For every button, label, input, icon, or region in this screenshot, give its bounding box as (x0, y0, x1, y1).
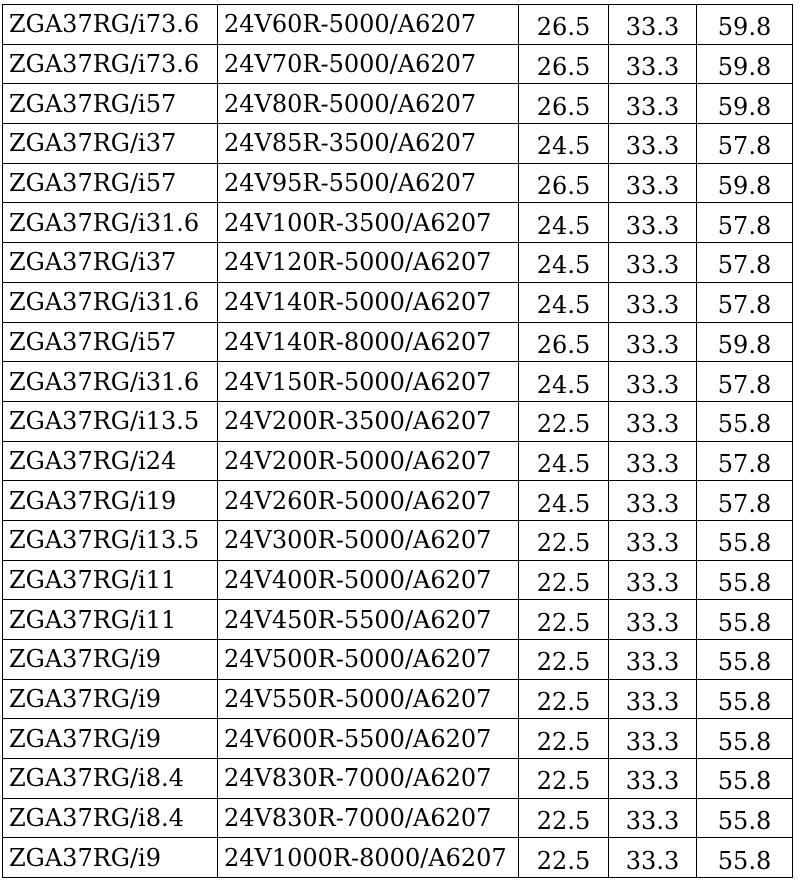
model-cell: ZGA37RG/i9 (3, 640, 218, 680)
motor-spec-cell: 24V85R-3500/A6207 (218, 124, 519, 164)
value-1-cell: 26.5 (519, 5, 609, 45)
value-2-cell: 33.3 (609, 84, 697, 124)
value-3-cell: 57.8 (697, 441, 793, 481)
value-3-cell: 55.8 (697, 560, 793, 600)
value-2-cell: 33.3 (609, 441, 697, 481)
model-cell: ZGA37RG/i37 (3, 124, 218, 164)
table-row (3, 679, 793, 719)
value-3-cell: 55.8 (697, 679, 793, 719)
model-cell: ZGA37RG/i37 (3, 243, 218, 283)
value-1-cell: 22.5 (519, 600, 609, 640)
motor-spec-cell: 24V550R-5000/A6207 (218, 679, 519, 719)
table-row (3, 203, 793, 243)
value-2-cell: 33.3 (609, 481, 697, 521)
table-row (3, 163, 793, 203)
value-3-cell: 55.8 (697, 798, 793, 838)
value-3-cell: 55.8 (697, 719, 793, 759)
value-1-cell: 22.5 (519, 560, 609, 600)
model-cell: ZGA37RG/i13.5 (3, 401, 218, 441)
value-2-cell: 33.3 (609, 719, 697, 759)
model-cell: ZGA37RG/i11 (3, 600, 218, 640)
model-cell: ZGA37RG/i11 (3, 560, 218, 600)
value-1-cell: 22.5 (519, 798, 609, 838)
table-row (3, 322, 793, 362)
motor-spec-cell: 24V95R-5500/A6207 (218, 163, 519, 203)
table-row (3, 441, 793, 481)
motor-spec-cell: 24V100R-3500/A6207 (218, 203, 519, 243)
value-1-cell: 24.5 (519, 362, 609, 402)
value-1-cell: 22.5 (519, 719, 609, 759)
value-3-cell: 57.8 (697, 124, 793, 164)
model-cell: ZGA37RG/i31.6 (3, 362, 218, 402)
value-2-cell: 33.3 (609, 203, 697, 243)
value-2-cell: 33.3 (609, 5, 697, 45)
table-row (3, 600, 793, 640)
motor-spec-cell: 24V140R-8000/A6207 (218, 322, 519, 362)
value-2-cell: 33.3 (609, 560, 697, 600)
value-2-cell: 33.3 (609, 44, 697, 84)
motor-spec-cell: 24V200R-5000/A6207 (218, 441, 519, 481)
value-1-cell: 26.5 (519, 163, 609, 203)
value-3-cell: 57.8 (697, 243, 793, 283)
model-cell: ZGA37RG/i31.6 (3, 203, 218, 243)
value-1-cell: 24.5 (519, 282, 609, 322)
table-row (3, 243, 793, 283)
motor-spec-cell: 24V500R-5000/A6207 (218, 640, 519, 680)
value-3-cell: 57.8 (697, 362, 793, 402)
value-1-cell: 24.5 (519, 441, 609, 481)
value-3-cell: 59.8 (697, 163, 793, 203)
value-1-cell: 22.5 (519, 520, 609, 560)
motor-spec-cell: 24V400R-5000/A6207 (218, 560, 519, 600)
motor-spec-cell: 24V260R-5000/A6207 (218, 481, 519, 521)
model-cell: ZGA37RG/i8.4 (3, 798, 218, 838)
table-row (3, 838, 793, 878)
value-3-cell: 55.8 (697, 640, 793, 680)
motor-spec-cell: 24V600R-5500/A6207 (218, 719, 519, 759)
model-cell: ZGA37RG/i8.4 (3, 759, 218, 799)
model-cell: ZGA37RG/i31.6 (3, 282, 218, 322)
model-cell: ZGA37RG/i57 (3, 322, 218, 362)
motor-spec-cell: 24V300R-5000/A6207 (218, 520, 519, 560)
value-2-cell: 33.3 (609, 759, 697, 799)
value-2-cell: 33.3 (609, 838, 697, 878)
motor-spec-cell: 24V120R-5000/A6207 (218, 243, 519, 283)
value-3-cell: 55.8 (697, 759, 793, 799)
value-1-cell: 24.5 (519, 203, 609, 243)
table-row (3, 5, 793, 45)
motor-spec-cell: 24V830R-7000/A6207 (218, 759, 519, 799)
model-cell: ZGA37RG/i9 (3, 679, 218, 719)
motor-spec-cell: 24V1000R-8000/A6207 (218, 838, 519, 878)
spec-table (2, 4, 793, 878)
value-3-cell: 55.8 (697, 600, 793, 640)
value-3-cell: 59.8 (697, 44, 793, 84)
table-row (3, 798, 793, 838)
value-2-cell: 33.3 (609, 282, 697, 322)
model-cell: ZGA37RG/i13.5 (3, 520, 218, 560)
value-1-cell: 26.5 (519, 44, 609, 84)
model-cell: ZGA37RG/i24 (3, 441, 218, 481)
value-3-cell: 59.8 (697, 322, 793, 362)
table-row (3, 362, 793, 402)
motor-spec-cell: 24V450R-5500/A6207 (218, 600, 519, 640)
value-3-cell: 59.8 (697, 5, 793, 45)
value-2-cell: 33.3 (609, 679, 697, 719)
value-1-cell: 26.5 (519, 322, 609, 362)
table-row (3, 640, 793, 680)
motor-spec-cell: 24V200R-3500/A6207 (218, 401, 519, 441)
value-1-cell: 22.5 (519, 401, 609, 441)
value-3-cell: 55.8 (697, 401, 793, 441)
value-2-cell: 33.3 (609, 520, 697, 560)
table-row (3, 520, 793, 560)
value-1-cell: 26.5 (519, 84, 609, 124)
value-2-cell: 33.3 (609, 163, 697, 203)
table-row (3, 560, 793, 600)
motor-spec-cell: 24V70R-5000/A6207 (218, 44, 519, 84)
spec-table-body (3, 5, 793, 878)
value-1-cell: 22.5 (519, 679, 609, 719)
table-row (3, 44, 793, 84)
value-3-cell: 57.8 (697, 203, 793, 243)
motor-spec-cell: 24V80R-5000/A6207 (218, 84, 519, 124)
value-2-cell: 33.3 (609, 401, 697, 441)
value-1-cell: 22.5 (519, 640, 609, 680)
value-1-cell: 24.5 (519, 243, 609, 283)
model-cell: ZGA37RG/i9 (3, 838, 218, 878)
value-2-cell: 33.3 (609, 600, 697, 640)
motor-spec-cell: 24V60R-5000/A6207 (218, 5, 519, 45)
value-2-cell: 33.3 (609, 640, 697, 680)
model-cell: ZGA37RG/i57 (3, 84, 218, 124)
value-2-cell: 33.3 (609, 124, 697, 164)
table-row (3, 282, 793, 322)
value-2-cell: 33.3 (609, 243, 697, 283)
table-row (3, 124, 793, 164)
table-row (3, 759, 793, 799)
value-2-cell: 33.3 (609, 322, 697, 362)
table-row (3, 481, 793, 521)
model-cell: ZGA37RG/i9 (3, 719, 218, 759)
model-cell: ZGA37RG/i19 (3, 481, 218, 521)
value-3-cell: 55.8 (697, 838, 793, 878)
value-2-cell: 33.3 (609, 798, 697, 838)
value-3-cell: 59.8 (697, 84, 793, 124)
value-3-cell: 55.8 (697, 520, 793, 560)
value-2-cell: 33.3 (609, 362, 697, 402)
motor-spec-cell: 24V830R-7000/A6207 (218, 798, 519, 838)
model-cell: ZGA37RG/i57 (3, 163, 218, 203)
value-1-cell: 22.5 (519, 759, 609, 799)
value-1-cell: 24.5 (519, 124, 609, 164)
model-cell: ZGA37RG/i73.6 (3, 44, 218, 84)
model-cell: ZGA37RG/i73.6 (3, 5, 218, 45)
value-3-cell: 57.8 (697, 282, 793, 322)
table-row (3, 401, 793, 441)
table-row (3, 719, 793, 759)
value-1-cell: 24.5 (519, 481, 609, 521)
motor-spec-cell: 24V150R-5000/A6207 (218, 362, 519, 402)
value-1-cell: 22.5 (519, 838, 609, 878)
table-row (3, 84, 793, 124)
value-3-cell: 57.8 (697, 481, 793, 521)
motor-spec-cell: 24V140R-5000/A6207 (218, 282, 519, 322)
